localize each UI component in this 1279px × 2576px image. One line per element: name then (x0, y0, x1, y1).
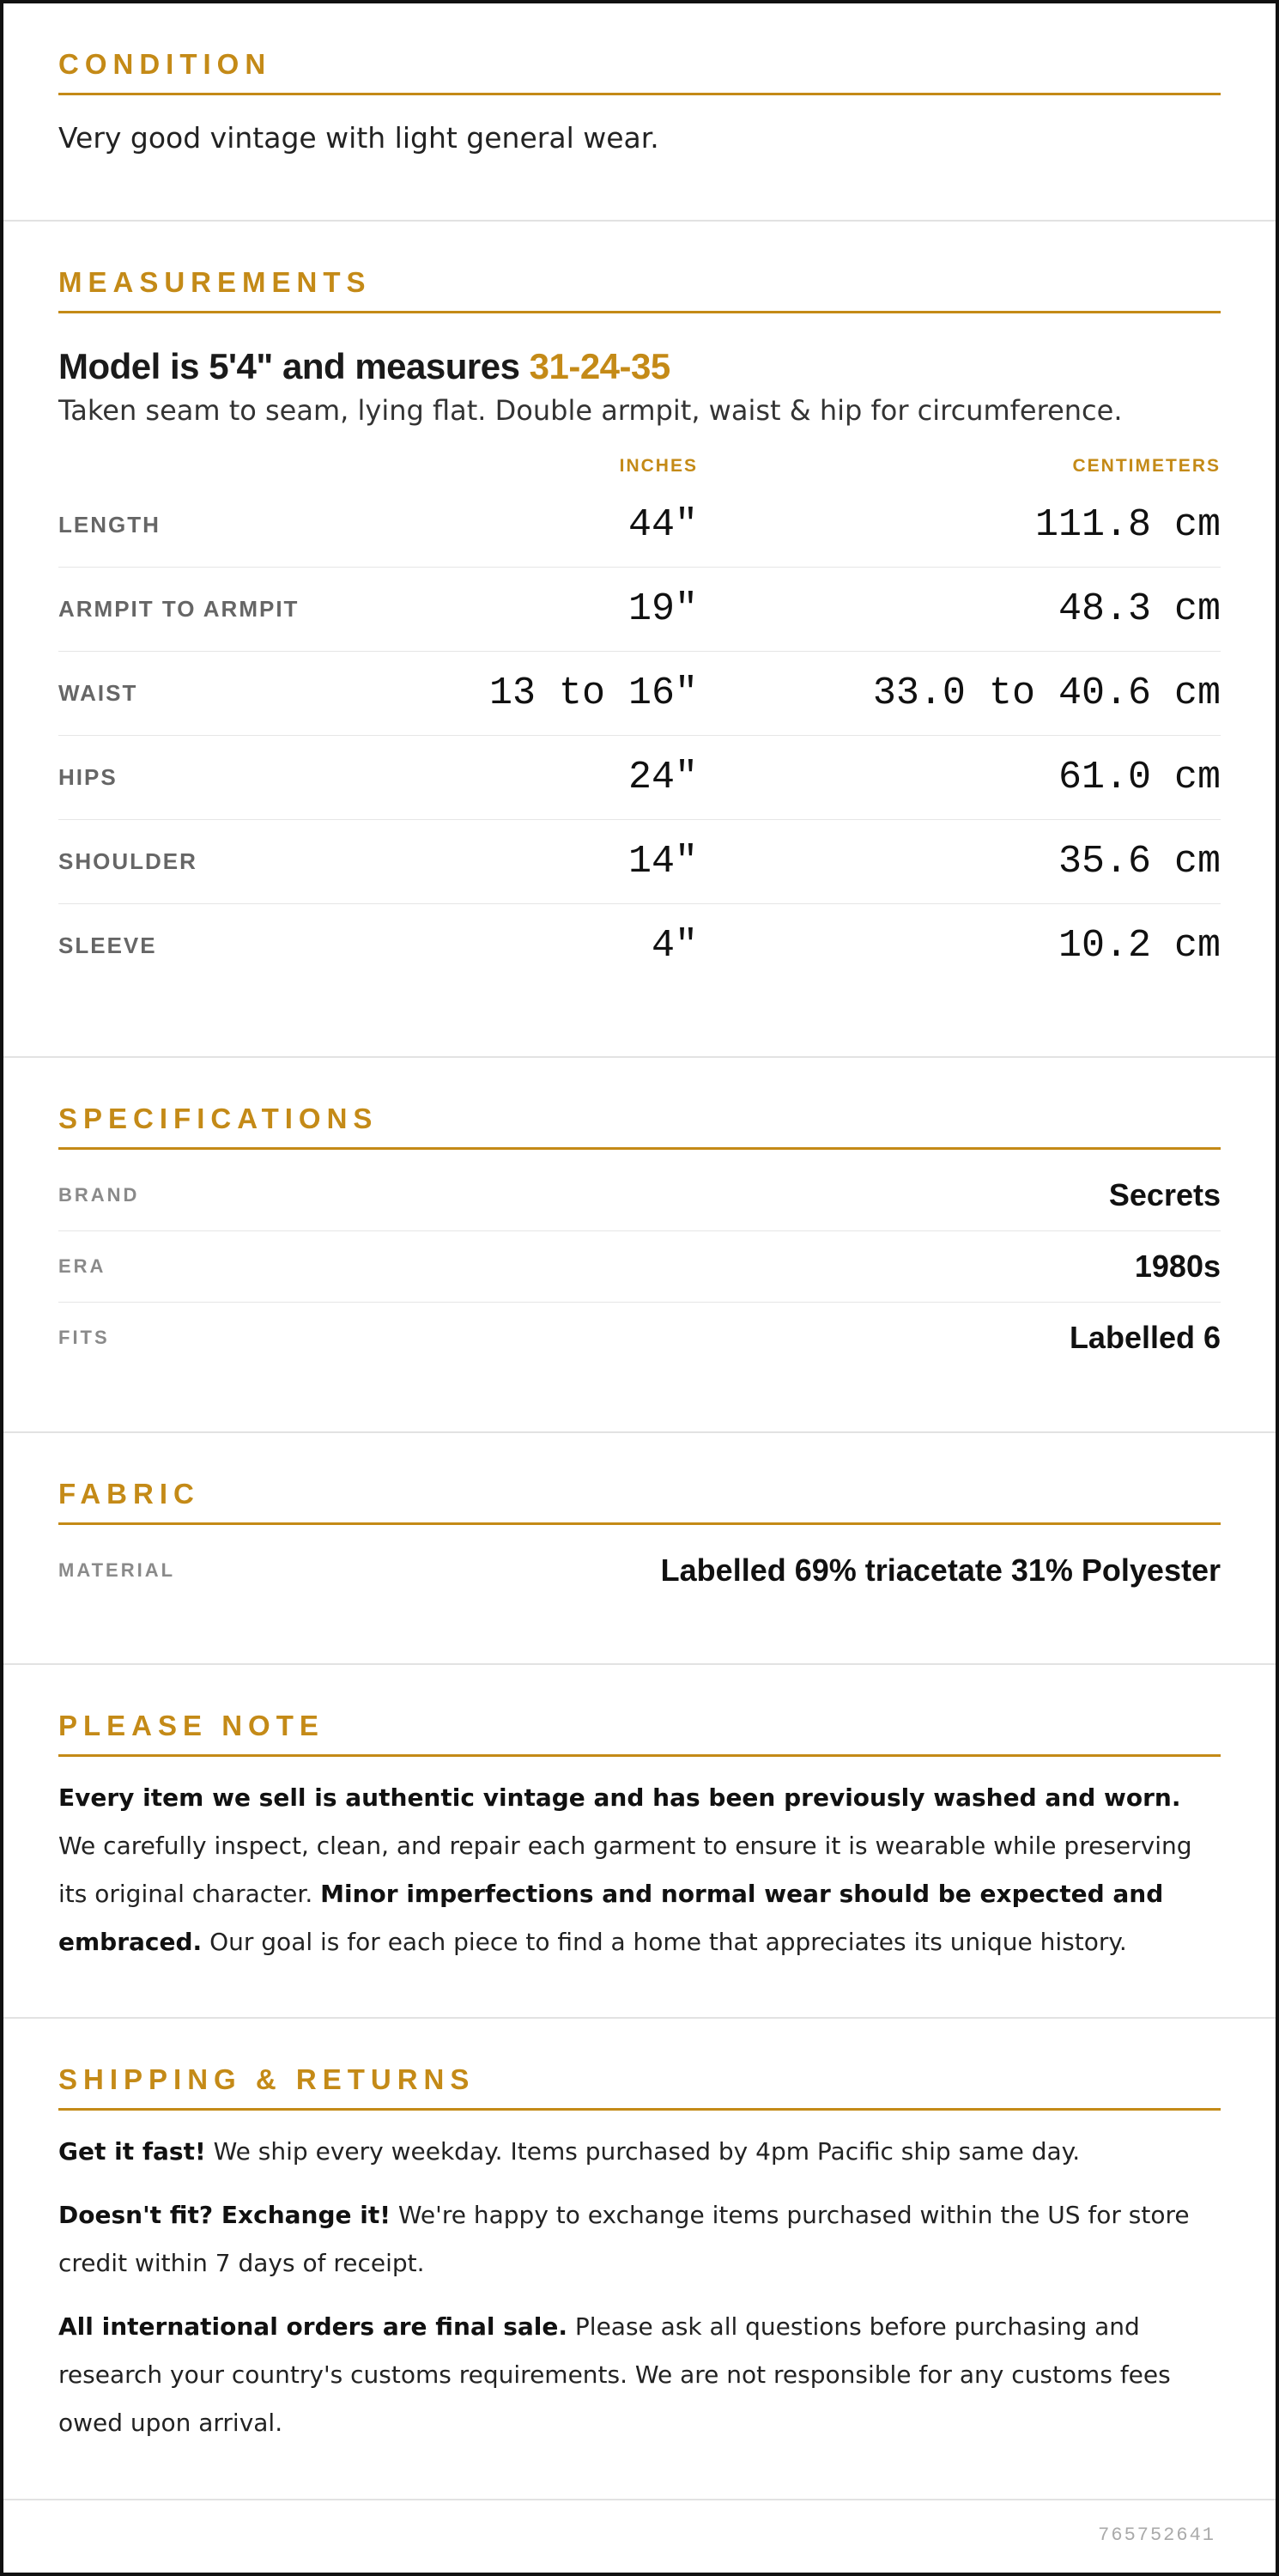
specifications-heading: SPECIFICATIONS (58, 1103, 1221, 1150)
exchange-paragraph (58, 2191, 1221, 2287)
note-text-1: We carefully inspect, clean, and repair each garment to ensure it is wearable while preserving its original character. (58, 1832, 1192, 1908)
spec-label: MATERIAL (58, 1559, 176, 1581)
condition-text: Very good vintage with light general wear. (58, 121, 659, 155)
measurement-label: LENGTH (58, 512, 161, 538)
spec-label: FITS (58, 1327, 110, 1348)
spec-row (58, 1160, 1221, 1231)
shipping-text: We ship every weekday. Items purchased by 4pm Pacific ship same day. (205, 2137, 1081, 2166)
measurement-cm: 111.8 cm (1034, 503, 1221, 547)
measurement-inches: 4" (651, 924, 698, 968)
footer (3, 2500, 1276, 2546)
model-info-text: Model is 5'4" and measures (58, 346, 530, 386)
shipping-paragraph (58, 2128, 1221, 2176)
model-info (58, 346, 1221, 387)
spec-value: Labelled 69% triacetate 31% Polyester (660, 1552, 1221, 1588)
measurement-cm: 10.2 cm (1058, 924, 1221, 968)
measurement-inches: 14" (627, 840, 698, 884)
condition-heading: CONDITION (58, 48, 1221, 95)
please-note-section (3, 1665, 1276, 2019)
spec-value: Secrets (1108, 1177, 1221, 1212)
specifications-section (3, 1058, 1276, 1433)
measurements-heading: MEASUREMENTS (58, 266, 1221, 313)
international-bold: All international orders are final sale. (58, 2312, 568, 2341)
measurement-label: HIPS (58, 764, 118, 790)
measurement-cm: 33.0 to 40.6 cm (872, 671, 1221, 715)
spec-row (58, 1231, 1221, 1303)
measurement-inches: 13 to 16" (488, 671, 698, 715)
measurement-cm: 35.6 cm (1058, 840, 1221, 884)
measurements-table-header (58, 449, 1221, 483)
note-bold-2: Minor imperfections and normal wear should be expected and embraced. (58, 1880, 1164, 1956)
note-bold-1: Every item we sell is authentic vintage and has been previously washed and worn. (58, 1783, 1181, 1812)
measurement-inches: 19" (627, 587, 698, 631)
spec-value: Labelled 6 (1069, 1320, 1221, 1355)
exchange-bold: Doesn't fit? Exchange it! (58, 2201, 391, 2229)
please-note-heading: PLEASE NOTE (58, 1710, 1221, 1757)
measurements-table (58, 449, 1221, 987)
fabric-section (3, 1433, 1276, 1665)
table-row (58, 652, 1221, 736)
shipping-section (3, 2019, 1276, 2500)
measurement-note: Taken seam to seam, lying flat. Double armpit, waist & hip for circumference. (58, 394, 1123, 427)
table-row (58, 483, 1221, 568)
exchange-text: We're happy to exchange items purchased within the US for store credit within 7 days of receipt. (58, 2201, 1190, 2277)
note-text-2: Our goal is for each piece to find a home that appreciates its unique history. (202, 1928, 1127, 1956)
table-row (58, 820, 1221, 904)
measurement-cm: 48.3 cm (1058, 587, 1221, 631)
international-text: Please ask all questions before purchasing and research your country's customs requirements. We are not responsible for any customs fees owed upon arrival. (58, 2312, 1171, 2437)
table-row (58, 568, 1221, 652)
spec-row (58, 1303, 1221, 1373)
measurement-label: SHOULDER (58, 848, 197, 874)
shipping-bold: Get it fast! (58, 2137, 206, 2166)
measurement-label: ARMPIT TO ARMPIT (58, 596, 300, 622)
measurement-cm: 61.0 cm (1058, 756, 1221, 799)
table-row (58, 736, 1221, 820)
condition-section (3, 3, 1276, 222)
measurement-inches: 24" (627, 756, 698, 799)
spec-label: ERA (58, 1255, 106, 1277)
measurement-label: WAIST (58, 680, 138, 706)
spec-label: BRAND (58, 1184, 140, 1206)
spec-value: 1980s (1134, 1249, 1221, 1284)
international-paragraph (58, 2303, 1221, 2447)
measurement-label: SLEEVE (58, 933, 157, 958)
measurement-inches: 44" (627, 503, 698, 547)
please-note-text (58, 1774, 1221, 1966)
spec-row (58, 1535, 1221, 1606)
table-row (58, 904, 1221, 987)
product-id: 765752641 (1098, 2524, 1215, 2546)
shipping-heading: SHIPPING & RETURNS (58, 2063, 1221, 2111)
measurements-section (3, 222, 1276, 1058)
column-header-inches: INCHES (619, 456, 698, 476)
model-measures: 31-24-35 (529, 346, 670, 386)
fabric-heading: FABRIC (58, 1478, 1221, 1525)
column-header-centimeters: CENTIMETERS (1072, 456, 1221, 476)
